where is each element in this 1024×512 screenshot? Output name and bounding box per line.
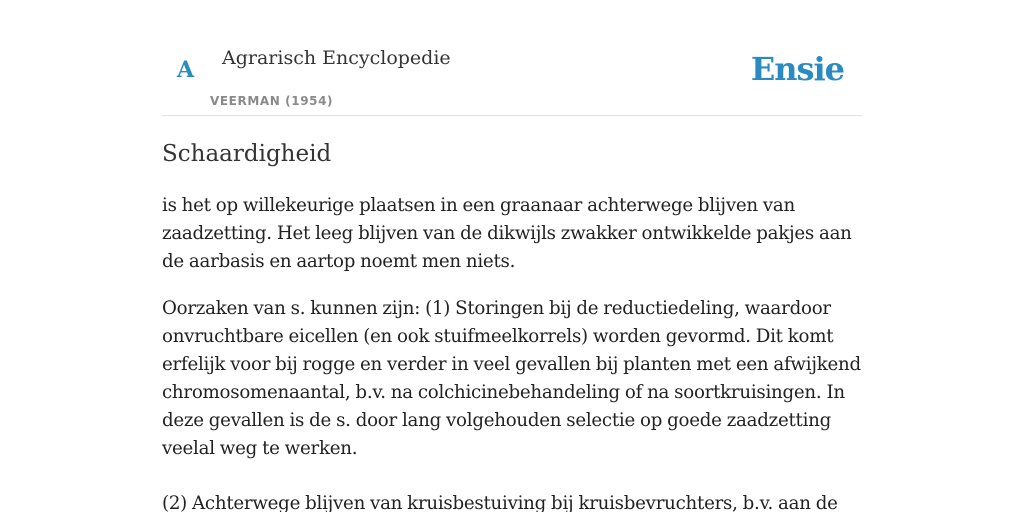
ensie-logo-link[interactable]: Ensie [750,50,844,88]
article-paragraph: Oorzaken van s. kunnen zijn: (1) Storingen bij de reductiedeling, waardoor onvruchtbare eicellen (en ook stuifmeelkorrels) worden gevormd. Dit komt erfelijk voor bij rogge en verder in veel gevallen bij planten met een afwijkend chromosomenaantal, b.v. na colchicinebehandeling of na soortkruisingen. In deze gevallen is de s. door lang volgehouden selectie op goede zaadzetting veelal weg te werken. [162,298,861,459]
page-header [162,0,862,116]
article-body [162,138,862,512]
author-source-label: VEERMAN (1954) [210,94,334,108]
article-paragraph: (2) Achterwege blijven van kruisbestuiving bij kruisbevruchters, b.v. aan de [162,493,838,512]
article-title: Schaardigheid [162,141,332,167]
encyclopedia-title-link[interactable]: Agrarisch Encyclopedie [222,47,451,69]
article-paragraph: is het op willekeurige plaatsen in een graanaar achterwege blijven van zaadzetting. Het leeg blijven van de dikwijls zwakker ontwikkelde pakjes aan de aarbasis en aartop noemt men niets. [162,195,852,272]
letter-index-link[interactable]: A [177,57,195,83]
